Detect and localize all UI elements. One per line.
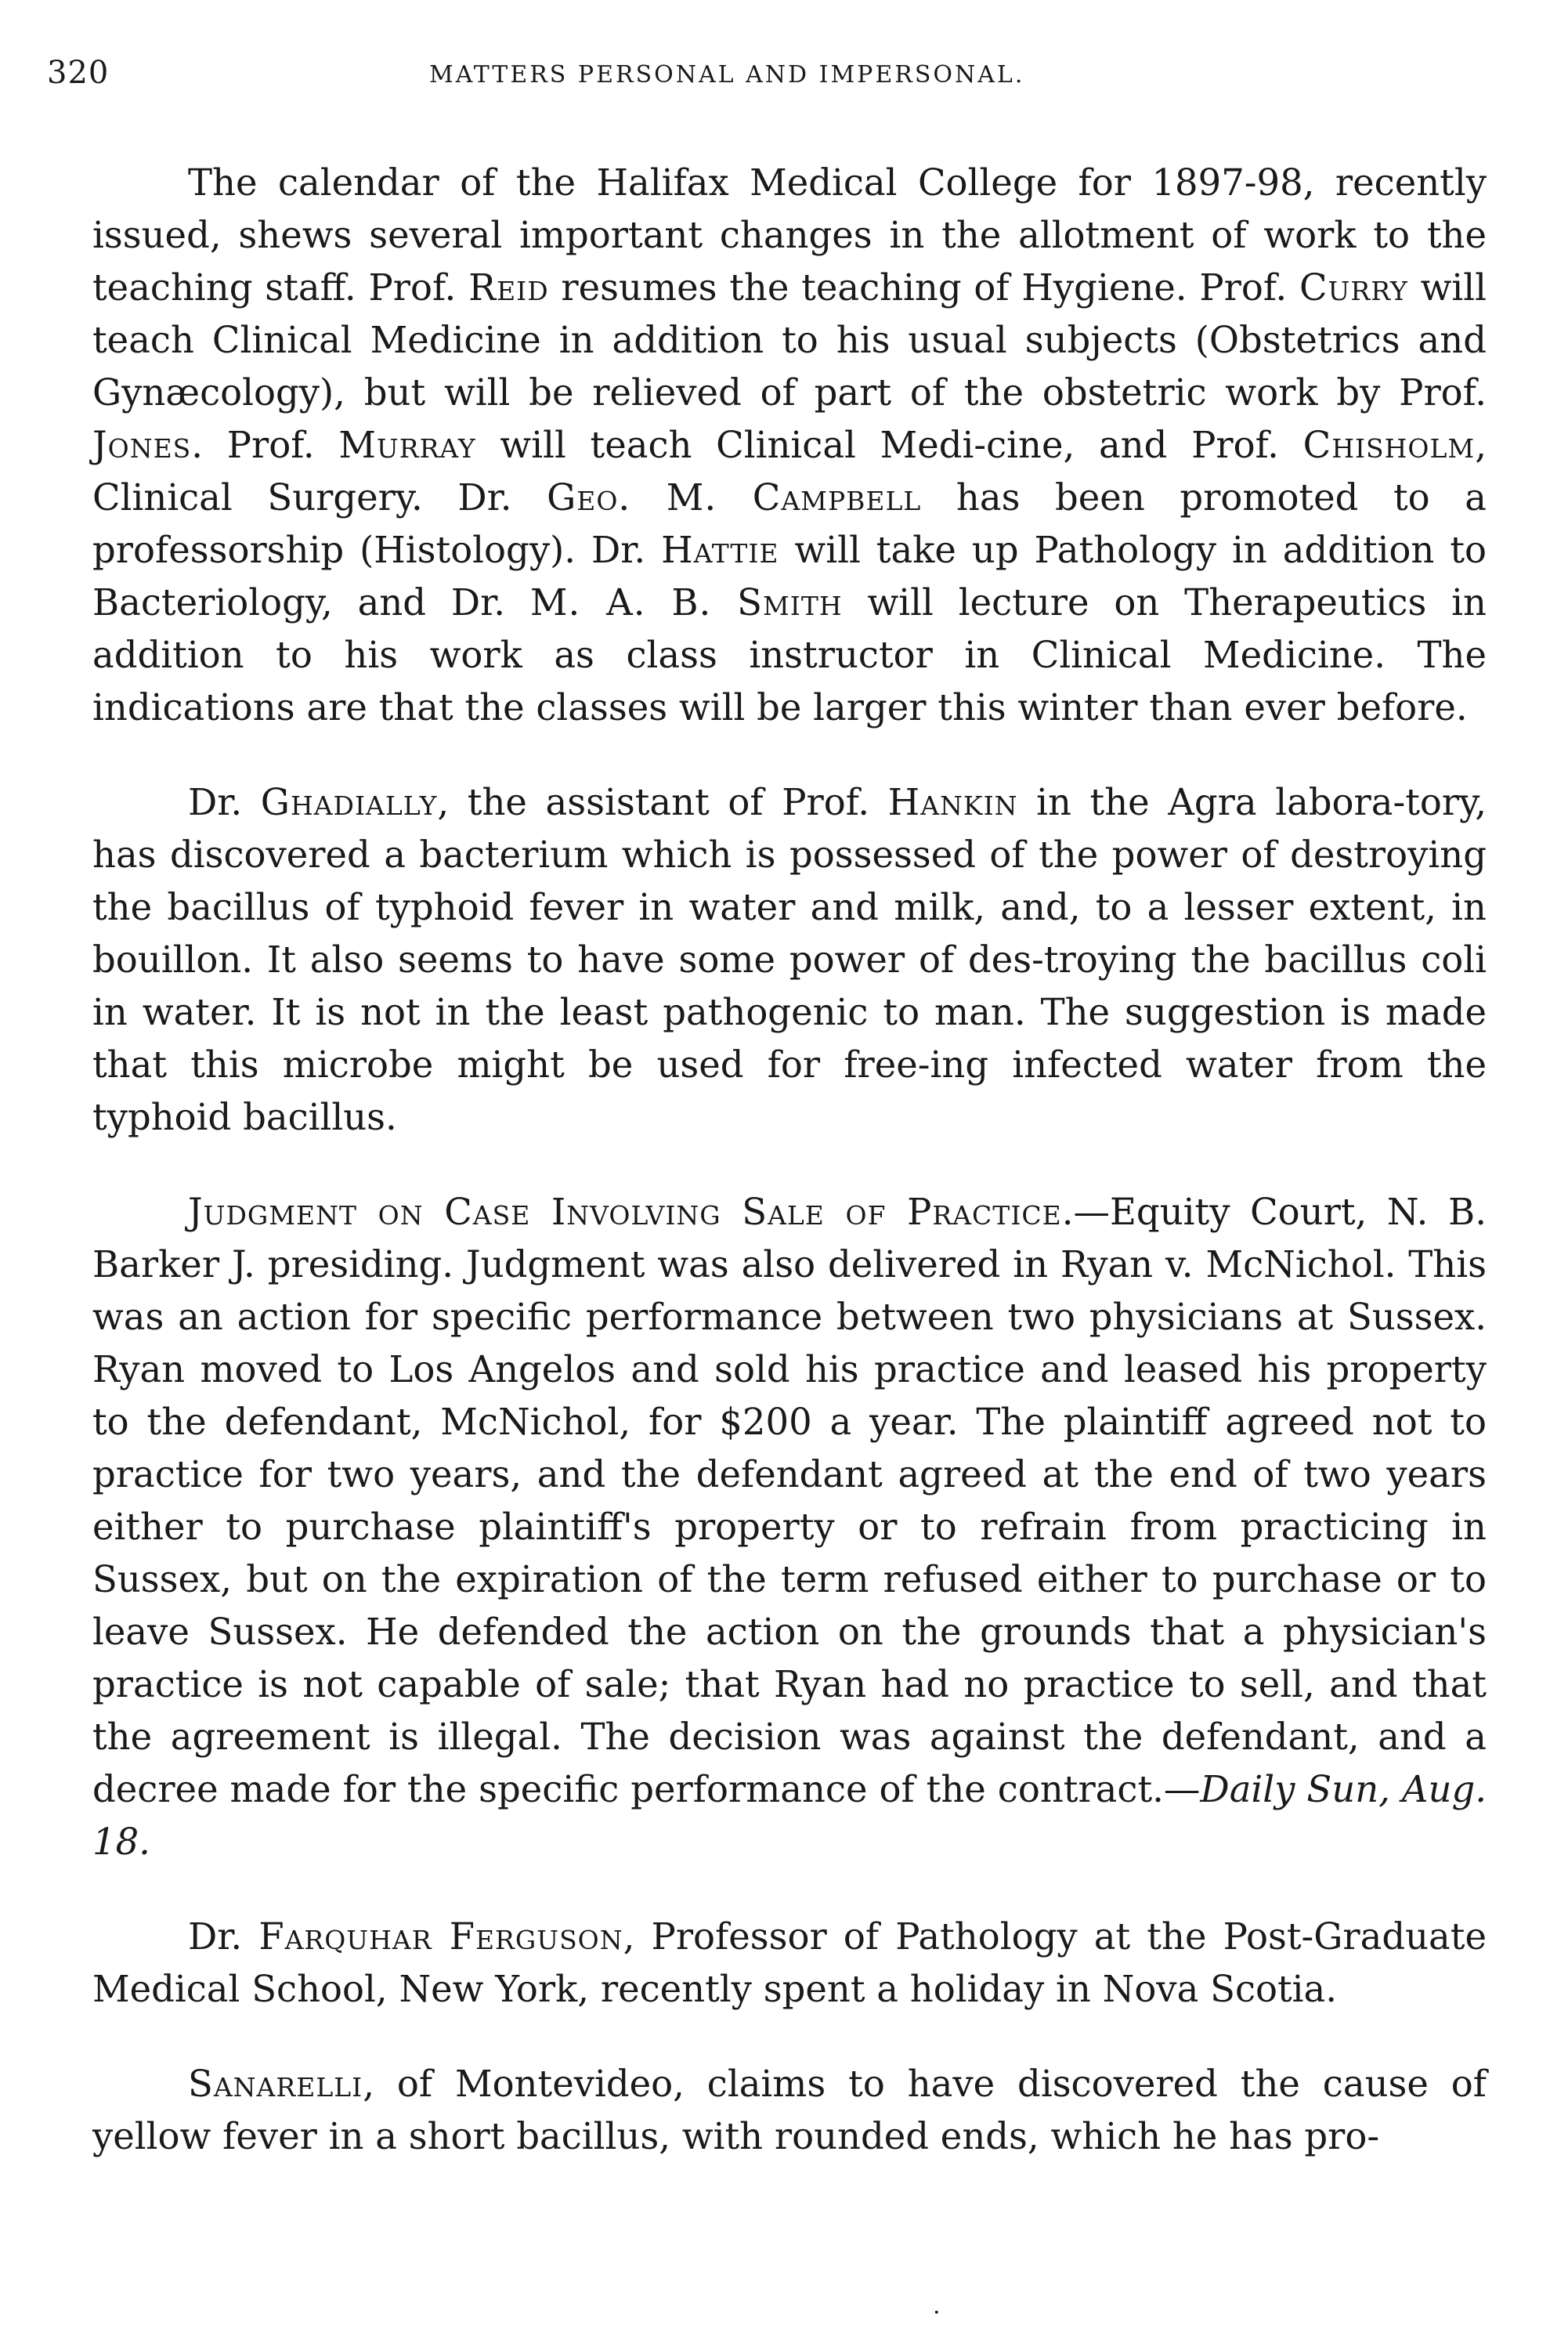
page xyxy=(47,55,1487,2205)
person-name: Jones xyxy=(92,424,192,466)
person-name: Ghadially xyxy=(260,781,438,823)
paragraph-halifax-calendar: The calendar of the Halifax Medical College for 1897-98, recently issued, shews several important changes in the allotment of work to the teaching staff. Prof. Reid resumes the teaching of Hygiene. Prof. Curry will teach Clinical Medicine in addition to his usual subjects (Obstetrics and Gynæcology), but will be relieved of part of the obstetric work by Prof. Jones. Prof. Murray will teach Clinical Medi-cine, and Prof. Chisholm, Clinical Surgery. Dr. Geo. M. Campbell has been promoted to a professorship (Histology). Dr. Hattie will take up Pathology in addition to Bacteriology, and Dr. M. A. B. Smith will lecture on Therapeutics in addition to his work as class instructor in Clinical Medicine. The indications are that the classes will be larger this winter than ever before. xyxy=(92,161,1487,729)
bottom-mark: . xyxy=(933,2292,941,2320)
person-name: Curry xyxy=(1299,266,1408,309)
person-name: Hattie xyxy=(661,529,779,571)
page-number: 320 xyxy=(47,55,110,91)
paragraph-sanarelli: Sanarelli, of Montevideo, claims to have discovered the cause of yellow fever in a short bacillus, with rounded ends, which he has pro- xyxy=(92,2063,1487,2157)
paragraph-typhoid-bacterium: Dr. Ghadially, the assistant of Prof. Hankin in the Agra labora-tory, has discovered a bacterium which is possessed of the power of destroying the bacillus of typhoid fever in water and milk, and, to a lesser extent, in bouillon. It also seems to have some power of des-troying the bacillus coli in water. It is not in the least pathogenic to man. The suggestion is made that this microbe might be used for free-ing infected water from the typhoid bacillus. xyxy=(92,781,1487,1138)
running-title: MATTERS PERSONAL AND IMPERSONAL. xyxy=(429,61,1025,89)
person-name: Murray xyxy=(338,424,476,466)
person-name: Geo. M. Campbell xyxy=(547,476,922,519)
person-name: M. A. B. Smith xyxy=(529,581,843,624)
paragraph-judgment-sale-of-practice: Judgment on Case Involving Sale of Practice.—Equity Court, N. B. Barker J. presiding. Judgment was also delivered in Ryan v. McNichol. This was an action for specific performance between two physicians at Sussex. Ryan moved to Los Angelos and sold his practice and leased his property to the defendant, McNichol, for $200 a year. The plaintiff agreed not to practice for two years, and the defendant agreed at the end of two years either to purchase plaintiff's property or to refrain from practicing in Sussex, but on the expiration of the term refused either to purchase or to leave Sussex. He defended the action on the grounds that a physician's practice is not capable of sale; that Ryan had no practice to sell, and that the agreement is illegal. The decision was against the defendant, and a decree made for the specific performance of the contract.—Daily Sun, Aug. 18. xyxy=(92,1191,1487,1863)
person-name: Reid xyxy=(468,266,549,309)
citation: Daily Sun, Aug. 18. xyxy=(92,1768,1487,1863)
running-head xyxy=(47,55,1487,102)
person-name: Hankin xyxy=(887,781,1018,823)
paragraph-ferguson: Dr. Farquhar Ferguson, Professor of Pathology at the Post-Graduate Medical School, New York, recently spent a holiday in Nova Scotia. xyxy=(92,1915,1487,2010)
person-name: Sanarelli xyxy=(188,2063,363,2105)
person-name: Farquhar Ferguson xyxy=(258,1915,623,1958)
section-heading: Judgment on Case Involving Sale of Practice xyxy=(188,1191,1062,1233)
person-name: Chisholm xyxy=(1302,424,1476,466)
